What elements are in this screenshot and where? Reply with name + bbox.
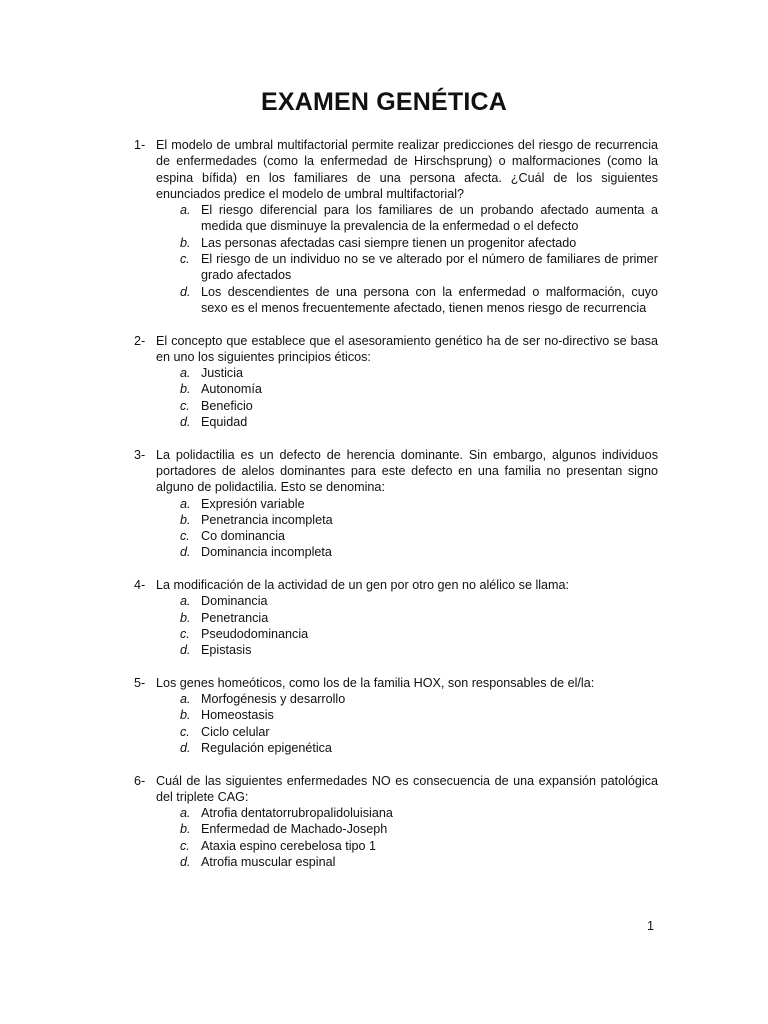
option-letter: d. [180, 740, 191, 755]
question-number: 4- [134, 578, 146, 593]
option-letter: c. [180, 724, 190, 739]
option-text: Atrofia muscular espinal [201, 855, 336, 870]
question-body [156, 333, 658, 431]
option-letter: a. [180, 366, 191, 381]
question-body [156, 675, 658, 756]
option-list [156, 805, 658, 870]
option-letter: b. [180, 382, 191, 397]
option-a [156, 691, 658, 707]
option-list [156, 691, 658, 756]
question-3 [134, 447, 658, 561]
option-a [156, 805, 658, 821]
question-2 [134, 333, 658, 431]
option-text: Expresión variable [201, 496, 305, 511]
option-text: Enfermedad de Machado-Joseph [201, 822, 388, 837]
question-number: 5- [134, 675, 146, 690]
option-text: Ciclo celular [201, 724, 270, 739]
option-c [156, 528, 658, 544]
option-d [156, 642, 658, 658]
option-text: Los descendientes de una persona con la enfermedad o malformación, cuyo sexo es el menos frecuentemente afectado, tienen menos riesgo de recurrencia [201, 284, 658, 315]
option-a [156, 593, 658, 609]
option-b [156, 235, 658, 251]
question-4 [134, 577, 658, 658]
option-letter: c. [180, 398, 190, 413]
page-number: 1 [646, 919, 654, 933]
question-text: La modificación de la actividad de un gen por otro gen no alélico se llama: [156, 578, 570, 593]
option-text: Justicia [201, 366, 243, 381]
option-letter: b. [180, 235, 191, 250]
question-body [156, 577, 658, 658]
option-letter: b. [180, 610, 191, 625]
option-text: El riesgo de un individuo no se ve alterado por el número de familiares de primer grado afectados [201, 252, 658, 283]
option-text: Las personas afectadas casi siempre tienen un progenitor afectado [201, 235, 577, 250]
option-a [156, 365, 658, 381]
option-text: Morfogénesis y desarrollo [201, 692, 346, 707]
option-letter: a. [180, 692, 191, 707]
question-body [156, 447, 658, 561]
option-c [156, 838, 658, 854]
option-text: Dominancia incompleta [201, 545, 332, 560]
option-letter: c. [180, 252, 190, 267]
option-letter: c. [180, 838, 190, 853]
option-d [156, 284, 658, 317]
option-text: Co dominancia [201, 529, 286, 544]
option-text: Epistasis [201, 643, 252, 658]
option-text: Ataxia espino cerebelosa tipo 1 [201, 838, 377, 853]
option-letter: b. [180, 822, 191, 837]
question-1 [134, 137, 658, 316]
option-c [156, 626, 658, 642]
option-c [156, 251, 658, 284]
option-a [156, 496, 658, 512]
option-list [156, 365, 658, 430]
option-text: Beneficio [201, 398, 253, 413]
option-letter: c. [180, 626, 190, 641]
option-letter: c. [180, 529, 190, 544]
question-number: 1- [134, 138, 146, 152]
option-text: Penetrancia [201, 610, 269, 625]
option-b [156, 821, 658, 837]
option-letter: d. [180, 855, 191, 870]
option-list [156, 202, 658, 316]
option-text: Dominancia [201, 594, 268, 609]
question-text: Cuál de las siguientes enfermedades NO es consecuencia de una expansión patológica del triplete CAG: [156, 773, 658, 804]
question-body [156, 773, 658, 871]
option-letter: a. [180, 594, 191, 609]
option-b [156, 381, 658, 397]
option-d [156, 854, 658, 870]
option-letter: a. [180, 496, 191, 511]
option-b [156, 707, 658, 723]
question-number: 2- [134, 333, 146, 348]
question-list [134, 137, 658, 887]
question-text: La polidactilia es un defecto de herencia dominante. Sin embargo, algunos individuos portadores de alelos dominantes para este defecto en una familia no presentan signo alguno de polidactilia. Esto se denomina: [156, 447, 658, 495]
option-text: El riesgo diferencial para los familiares de un probando afectado aumenta a medida que disminuye la prevalencia de la enfermedad o el defecto [201, 203, 658, 234]
option-c [156, 724, 658, 740]
option-text: Equidad [201, 415, 248, 430]
option-d [156, 740, 658, 756]
option-text: Penetrancia incompleta [201, 512, 333, 527]
option-letter: b. [180, 512, 191, 527]
option-letter: d. [180, 284, 191, 299]
question-6 [134, 773, 658, 871]
option-letter: a. [180, 203, 191, 218]
option-d [156, 544, 658, 560]
option-text: Autonomía [201, 382, 262, 397]
option-letter: d. [180, 545, 191, 560]
question-number: 3- [134, 447, 146, 462]
option-letter: d. [180, 643, 191, 658]
option-c [156, 398, 658, 414]
option-text: Homeostasis [201, 708, 274, 723]
option-text: Regulación epigenética [201, 740, 332, 755]
question-5 [134, 675, 658, 756]
option-b [156, 610, 658, 626]
option-list [156, 593, 658, 658]
question-text: El concepto que establece que el asesoramiento genético ha de ser no-directivo se basa en uno los siguientes principios éticos: [156, 333, 658, 364]
option-a [156, 202, 658, 235]
page-title: EXAMEN GENÉTICA [260, 88, 508, 116]
option-list [156, 496, 658, 561]
question-number: 6- [134, 773, 146, 788]
option-letter: a. [180, 806, 191, 821]
question-body [156, 137, 658, 316]
option-letter: d. [180, 415, 191, 430]
option-text: Pseudodominancia [201, 626, 309, 641]
question-text: El modelo de umbral multifactorial permite realizar predicciones del riesgo de recurrencia de enfermedades (como la enfermedad de Hirschsprung) o malformaciones (como la espina bífida) en los familiares de una persona afecta. ¿Cuál de los siguientes enunciados predice el modelo de umbral multifactorial? [156, 138, 658, 201]
option-b [156, 512, 658, 528]
question-text: Los genes homeóticos, como los de la familia HOX, son responsables de el/la: [156, 675, 595, 690]
option-text: Atrofia dentatorrubropalidoluisiana [201, 806, 393, 821]
option-d [156, 414, 658, 430]
option-letter: b. [180, 708, 191, 723]
